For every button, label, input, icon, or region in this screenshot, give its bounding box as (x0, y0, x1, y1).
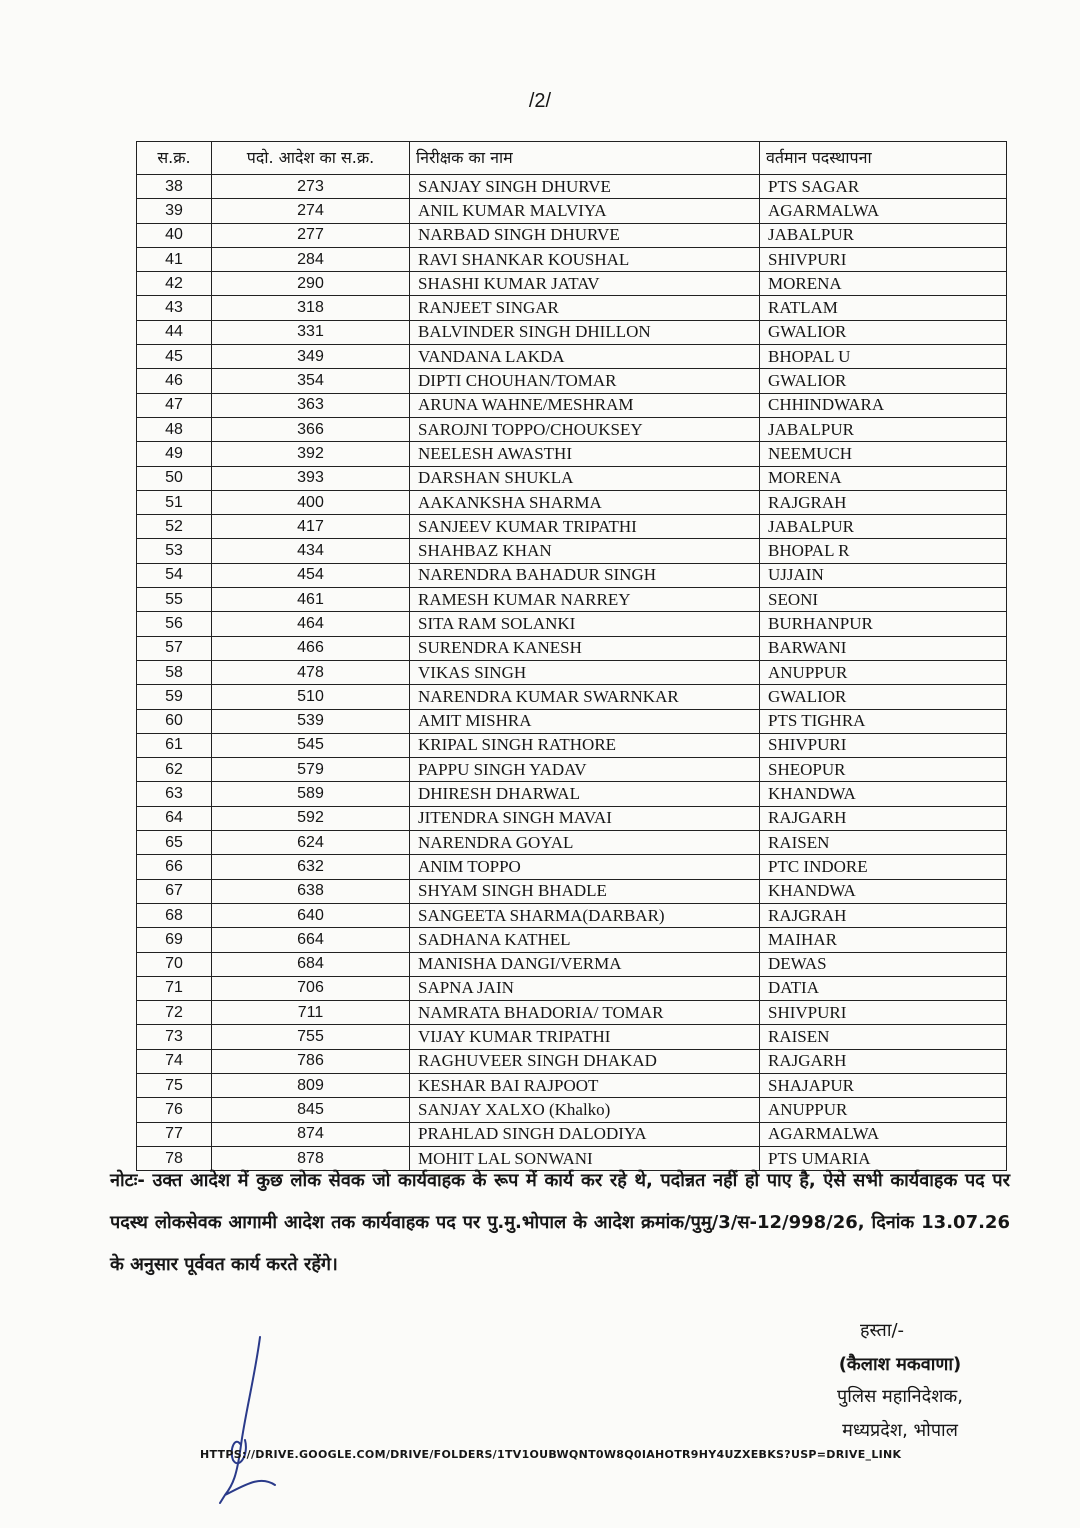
row-current-posting: RAJGRAH (760, 903, 1007, 927)
row-inspector-name: VIJAY KUMAR TRIPATHI (410, 1025, 760, 1049)
table-row (137, 660, 1007, 684)
row-inspector-name: ARUNA WAHNE/MESHRAM (410, 393, 760, 417)
row-inspector-name: NEELESH AWASTHI (410, 442, 760, 466)
row-order-serial: 454 (212, 563, 410, 587)
row-serial: 39 (137, 199, 212, 223)
table-row (137, 636, 1007, 660)
table-row (137, 417, 1007, 441)
row-current-posting: GWALIOR (760, 369, 1007, 393)
row-serial: 54 (137, 563, 212, 587)
table-row (137, 952, 1007, 976)
row-current-posting: PTS TIGHRA (760, 709, 1007, 733)
table-row (137, 1098, 1007, 1122)
note-paragraph (110, 1160, 1010, 1286)
row-order-serial: 277 (212, 223, 410, 247)
table-row (137, 758, 1007, 782)
row-inspector-name: JITENDRA SINGH MAVAI (410, 806, 760, 830)
row-order-serial: 366 (212, 417, 410, 441)
table-row (137, 976, 1007, 1000)
header-order-serial: पदो. आदेश का स.क्र. (212, 142, 410, 175)
row-current-posting: JABALPUR (760, 417, 1007, 441)
row-current-posting: GWALIOR (760, 685, 1007, 709)
signature-mark: हस्ता/- (860, 1320, 905, 1341)
table-row (137, 539, 1007, 563)
row-serial: 64 (137, 806, 212, 830)
row-serial: 53 (137, 539, 212, 563)
row-order-serial: 592 (212, 806, 410, 830)
row-current-posting: JABALPUR (760, 223, 1007, 247)
row-inspector-name: SANJAY SINGH DHURVE (410, 175, 760, 199)
row-order-serial: 363 (212, 393, 410, 417)
table-row (137, 782, 1007, 806)
table-row (137, 1073, 1007, 1097)
row-order-serial: 878 (212, 1146, 410, 1170)
row-serial: 51 (137, 490, 212, 514)
table-row (137, 806, 1007, 830)
row-serial: 60 (137, 709, 212, 733)
row-inspector-name: SHAHBAZ KHAN (410, 539, 760, 563)
row-inspector-name: SHYAM SINGH BHADLE (410, 879, 760, 903)
row-inspector-name: NARENDRA GOYAL (410, 831, 760, 855)
row-serial: 62 (137, 758, 212, 782)
row-current-posting: AGARMALWA (760, 199, 1007, 223)
row-order-serial: 510 (212, 685, 410, 709)
row-serial: 38 (137, 175, 212, 199)
table-row (137, 612, 1007, 636)
table-row (137, 223, 1007, 247)
row-serial: 75 (137, 1073, 212, 1097)
row-current-posting: JABALPUR (760, 515, 1007, 539)
inspector-table (136, 141, 1007, 1171)
table-row (137, 466, 1007, 490)
row-serial: 49 (137, 442, 212, 466)
table-row (137, 733, 1007, 757)
header-current-posting: वर्तमान पदस्थापना (760, 142, 1007, 175)
row-order-serial: 706 (212, 976, 410, 1000)
row-order-serial: 545 (212, 733, 410, 757)
row-inspector-name: SAPNA JAIN (410, 976, 760, 1000)
row-inspector-name: ANIM TOPPO (410, 855, 760, 879)
row-current-posting: GWALIOR (760, 320, 1007, 344)
table-row (137, 393, 1007, 417)
row-current-posting: AGARMALWA (760, 1122, 1007, 1146)
table-row (137, 199, 1007, 223)
row-serial: 71 (137, 976, 212, 1000)
table-row (137, 928, 1007, 952)
row-current-posting: SEONI (760, 588, 1007, 612)
row-current-posting: ANUPPUR (760, 660, 1007, 684)
row-inspector-name: KRIPAL SINGH RATHORE (410, 733, 760, 757)
row-order-serial: 318 (212, 296, 410, 320)
row-order-serial: 417 (212, 515, 410, 539)
table-row (137, 296, 1007, 320)
row-order-serial: 478 (212, 660, 410, 684)
row-order-serial: 464 (212, 612, 410, 636)
row-current-posting: BHOPAL R (760, 539, 1007, 563)
row-inspector-name: ANIL KUMAR MALVIYA (410, 199, 760, 223)
table-row (137, 855, 1007, 879)
row-serial: 46 (137, 369, 212, 393)
row-inspector-name: DARSHAN SHUKLA (410, 466, 760, 490)
row-serial: 58 (137, 660, 212, 684)
row-inspector-name: BALVINDER SINGH DHILLON (410, 320, 760, 344)
row-order-serial: 589 (212, 782, 410, 806)
row-serial: 52 (137, 515, 212, 539)
table-row (137, 709, 1007, 733)
row-serial: 73 (137, 1025, 212, 1049)
row-inspector-name: NARENDRA BAHADUR SINGH (410, 563, 760, 587)
handwritten-signature (215, 1335, 285, 1505)
table-row (137, 879, 1007, 903)
row-serial: 44 (137, 320, 212, 344)
row-current-posting: SHIVPURI (760, 1001, 1007, 1025)
row-inspector-name: SAROJNI TOPPO/CHOUKSEY (410, 417, 760, 441)
row-serial: 66 (137, 855, 212, 879)
row-current-posting: SHIVPURI (760, 247, 1007, 271)
row-order-serial: 274 (212, 199, 410, 223)
row-serial: 69 (137, 928, 212, 952)
note-text: उक्त आदेश में कुछ लोक सेवक जो कार्यवाहक के रूप में कार्य कर रहे थे, पदोन्नत नहीं हो पाए है, ऐसे सभी कार्यवाहक पद पर पदस्थ लोकसेवक आगामी आदेश तक कार्यवाहक पद पर पु.मु.भोपाल के आदेश क्रमांक/पुमु/3/स-12/998/26, दिनांक 13.07.26 के अनुसार पूर्ववत कार्य करते रहेंगे। (110, 1170, 1010, 1275)
row-serial: 42 (137, 272, 212, 296)
row-order-serial: 632 (212, 855, 410, 879)
row-serial: 70 (137, 952, 212, 976)
row-inspector-name: SANJEEV KUMAR TRIPATHI (410, 515, 760, 539)
table-row (137, 831, 1007, 855)
row-inspector-name: SITA RAM SOLANKI (410, 612, 760, 636)
table-row (137, 272, 1007, 296)
row-inspector-name: SURENDRA KANESH (410, 636, 760, 660)
row-order-serial: 461 (212, 588, 410, 612)
row-current-posting: UJJAIN (760, 563, 1007, 587)
row-current-posting: KHANDWA (760, 879, 1007, 903)
row-serial: 48 (137, 417, 212, 441)
table-body (137, 175, 1007, 1171)
row-order-serial: 638 (212, 879, 410, 903)
row-inspector-name: SADHANA KATHEL (410, 928, 760, 952)
row-inspector-name: KESHAR BAI RAJPOOT (410, 1073, 760, 1097)
row-inspector-name: PAPPU SINGH YADAV (410, 758, 760, 782)
row-order-serial: 624 (212, 831, 410, 855)
row-serial: 78 (137, 1146, 212, 1170)
row-serial: 63 (137, 782, 212, 806)
table-row (137, 320, 1007, 344)
row-current-posting: RAJGARH (760, 806, 1007, 830)
table-header-row (137, 142, 1007, 175)
table-row (137, 1025, 1007, 1049)
row-current-posting: SHEOPUR (760, 758, 1007, 782)
row-current-posting: CHHINDWARA (760, 393, 1007, 417)
row-serial: 45 (137, 345, 212, 369)
row-inspector-name: SANGEETA SHARMA(DARBAR) (410, 903, 760, 927)
row-inspector-name: AAKANKSHA SHARMA (410, 490, 760, 514)
row-serial: 77 (137, 1122, 212, 1146)
table-row (137, 345, 1007, 369)
row-order-serial: 874 (212, 1122, 410, 1146)
table-row (137, 588, 1007, 612)
row-current-posting: MORENA (760, 466, 1007, 490)
row-current-posting: NEEMUCH (760, 442, 1007, 466)
row-current-posting: PTS UMARIA (760, 1146, 1007, 1170)
row-serial: 61 (137, 733, 212, 757)
row-order-serial: 331 (212, 320, 410, 344)
row-serial: 40 (137, 223, 212, 247)
row-current-posting: MORENA (760, 272, 1007, 296)
row-order-serial: 393 (212, 466, 410, 490)
row-inspector-name: NARBAD SINGH DHURVE (410, 223, 760, 247)
row-inspector-name: PRAHLAD SINGH DALODIYA (410, 1122, 760, 1146)
row-inspector-name: SHASHI KUMAR JATAV (410, 272, 760, 296)
table-row (137, 490, 1007, 514)
row-inspector-name: SANJAY XALXO (Khalko) (410, 1098, 760, 1122)
row-current-posting: PTS SAGAR (760, 175, 1007, 199)
row-serial: 59 (137, 685, 212, 709)
table-row (137, 1122, 1007, 1146)
row-inspector-name: MOHIT LAL SONWANI (410, 1146, 760, 1170)
row-order-serial: 640 (212, 903, 410, 927)
row-serial: 65 (137, 831, 212, 855)
row-serial: 47 (137, 393, 212, 417)
row-current-posting: RATLAM (760, 296, 1007, 320)
row-inspector-name: RAMESH KUMAR NARREY (410, 588, 760, 612)
row-order-serial: 466 (212, 636, 410, 660)
row-serial: 67 (137, 879, 212, 903)
row-current-posting: RAJGARH (760, 1049, 1007, 1073)
row-current-posting: BHOPAL U (760, 345, 1007, 369)
row-order-serial: 684 (212, 952, 410, 976)
table-row (137, 515, 1007, 539)
row-serial: 41 (137, 247, 212, 271)
row-order-serial: 809 (212, 1073, 410, 1097)
row-serial: 74 (137, 1049, 212, 1073)
table-row (137, 563, 1007, 587)
row-serial: 43 (137, 296, 212, 320)
row-order-serial: 711 (212, 1001, 410, 1025)
row-order-serial: 434 (212, 539, 410, 563)
row-serial: 56 (137, 612, 212, 636)
row-inspector-name: VIKAS SINGH (410, 660, 760, 684)
row-serial: 50 (137, 466, 212, 490)
row-inspector-name: MANISHA DANGI/VERMA (410, 952, 760, 976)
row-inspector-name: NARENDRA KUMAR SWARNKAR (410, 685, 760, 709)
row-order-serial: 664 (212, 928, 410, 952)
row-current-posting: DEWAS (760, 952, 1007, 976)
signatory-designation: पुलिस महानिदेशक, (837, 1386, 963, 1407)
row-current-posting: SHIVPURI (760, 733, 1007, 757)
row-order-serial: 392 (212, 442, 410, 466)
row-inspector-name: NAMRATA BHADORIA/ TOMAR (410, 1001, 760, 1025)
signatory-place: मध्यप्रदेश, भोपाल (842, 1420, 958, 1441)
row-serial: 72 (137, 1001, 212, 1025)
page-number: /2/ (528, 90, 552, 112)
table-row (137, 247, 1007, 271)
row-order-serial: 845 (212, 1098, 410, 1122)
note-label: नोटः- (110, 1170, 145, 1191)
header-inspector-name: निरीक्षक का नाम (410, 142, 760, 175)
signatory-name: (कैलाश मकवाणा) (838, 1354, 962, 1375)
row-serial: 68 (137, 903, 212, 927)
table-row (137, 369, 1007, 393)
row-current-posting: MAIHAR (760, 928, 1007, 952)
row-inspector-name: RAGHUVEER SINGH DHAKAD (410, 1049, 760, 1073)
table-row (137, 175, 1007, 199)
row-order-serial: 290 (212, 272, 410, 296)
row-current-posting: RAISEN (760, 1025, 1007, 1049)
table-row (137, 685, 1007, 709)
row-serial: 57 (137, 636, 212, 660)
row-current-posting: DATIA (760, 976, 1007, 1000)
row-current-posting: BARWANI (760, 636, 1007, 660)
row-inspector-name: DHIRESH DHARWAL (410, 782, 760, 806)
row-current-posting: KHANDWA (760, 782, 1007, 806)
row-order-serial: 354 (212, 369, 410, 393)
row-current-posting: RAJGRAH (760, 490, 1007, 514)
row-serial: 55 (137, 588, 212, 612)
row-order-serial: 349 (212, 345, 410, 369)
row-current-posting: PTC INDORE (760, 855, 1007, 879)
row-order-serial: 273 (212, 175, 410, 199)
table-row (137, 1001, 1007, 1025)
drive-link[interactable]: HTTPS://DRIVE.GOOGLE.COM/DRIVE/FOLDERS/1TV1OUBWQNT0W8Q0IAHOTR9HY4UZXEBKS?USP=DRIVE_LINK (200, 1448, 902, 1461)
row-current-posting: ANUPPUR (760, 1098, 1007, 1122)
row-inspector-name: VANDANA LAKDA (410, 345, 760, 369)
header-serial: स.क्र. (137, 142, 212, 175)
row-current-posting: BURHANPUR (760, 612, 1007, 636)
row-inspector-name: DIPTI CHOUHAN/TOMAR (410, 369, 760, 393)
row-inspector-name: RAVI SHANKAR KOUSHAL (410, 247, 760, 271)
row-inspector-name: AMIT MISHRA (410, 709, 760, 733)
row-order-serial: 755 (212, 1025, 410, 1049)
row-current-posting: SHAJAPUR (760, 1073, 1007, 1097)
row-order-serial: 579 (212, 758, 410, 782)
row-order-serial: 400 (212, 490, 410, 514)
row-order-serial: 284 (212, 247, 410, 271)
row-serial: 76 (137, 1098, 212, 1122)
row-order-serial: 786 (212, 1049, 410, 1073)
table-row (137, 903, 1007, 927)
table-row (137, 1049, 1007, 1073)
row-inspector-name: RANJEET SINGAR (410, 296, 760, 320)
table-row (137, 442, 1007, 466)
row-order-serial: 539 (212, 709, 410, 733)
row-current-posting: RAISEN (760, 831, 1007, 855)
